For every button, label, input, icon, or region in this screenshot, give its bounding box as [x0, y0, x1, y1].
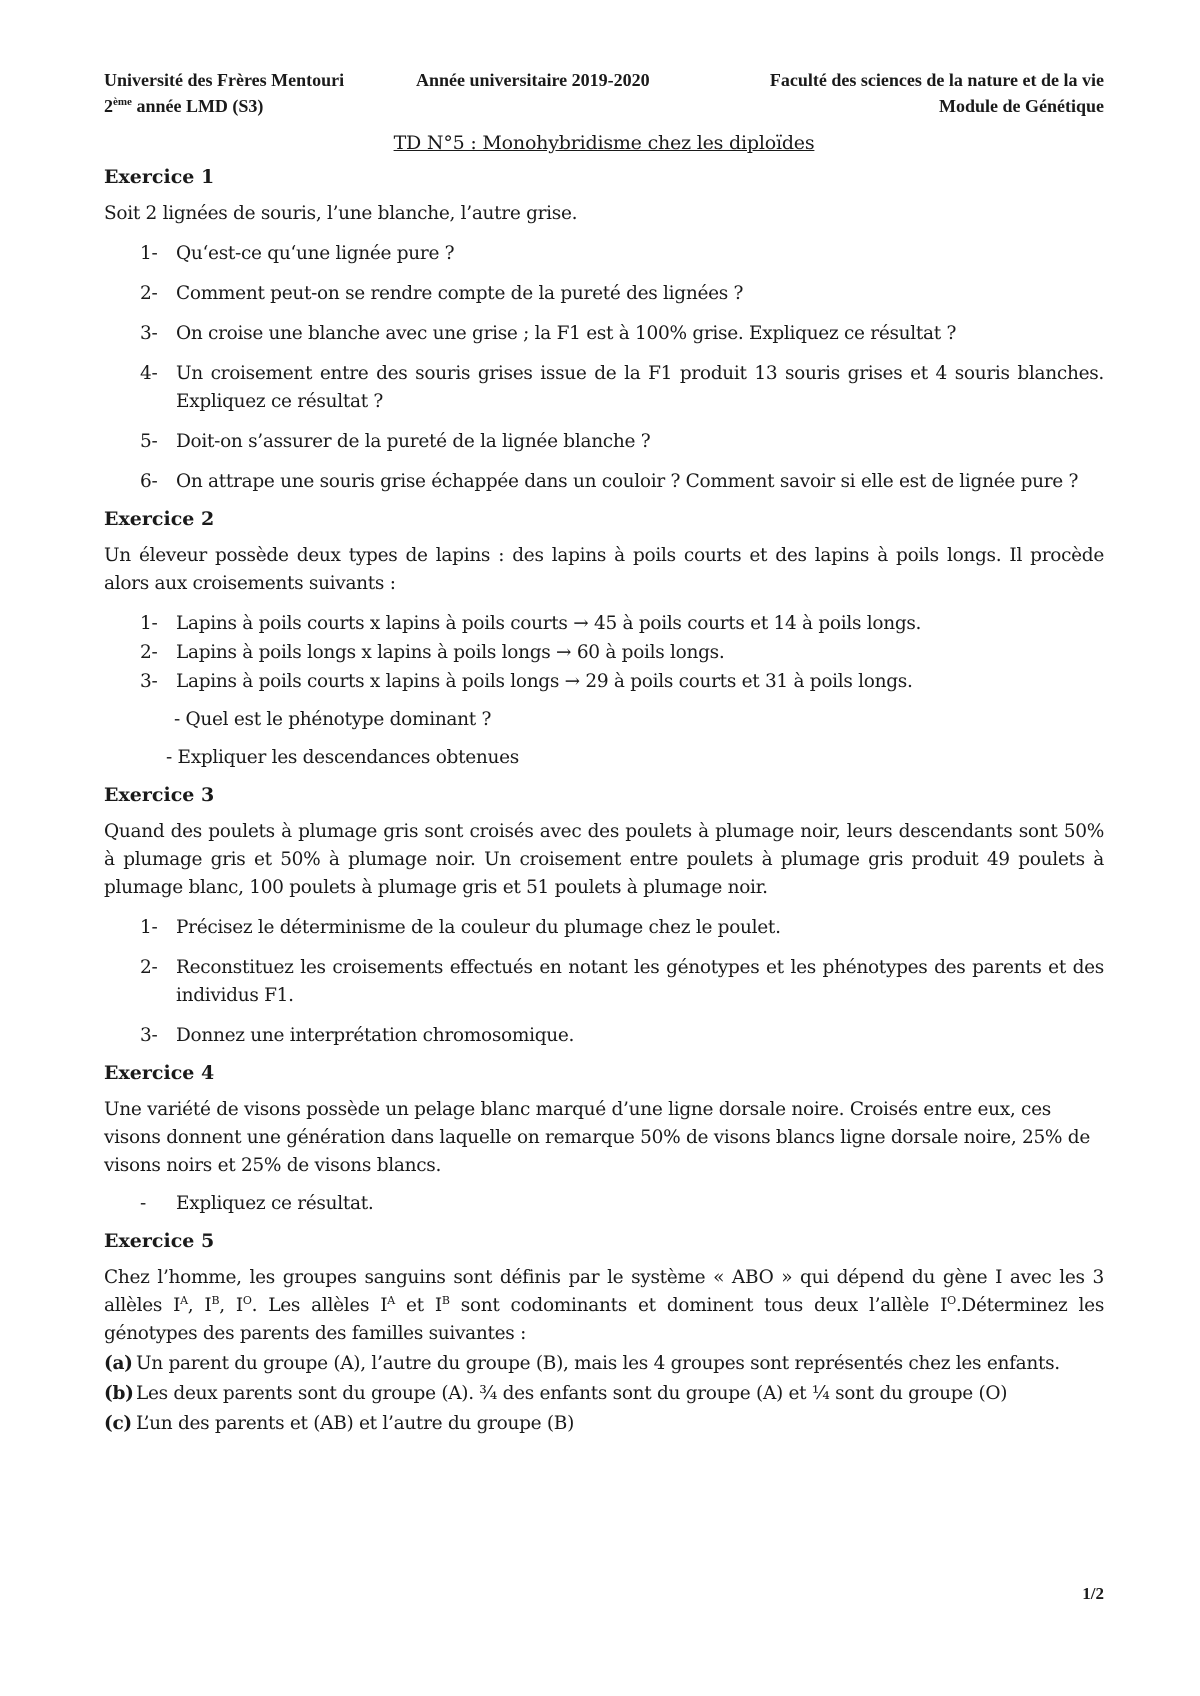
item-text: Qu‘est-ce qu‘une lignée pure ? — [176, 243, 455, 264]
list-item — [104, 610, 1104, 638]
exercise-4-question — [104, 1190, 1104, 1218]
bullet-dash: - — [140, 1193, 146, 1214]
item-number: 1- — [140, 917, 158, 938]
item-number: 2- — [140, 957, 158, 978]
exercise-5-intro — [104, 1264, 1104, 1348]
allele-superscript: A — [180, 1293, 188, 1307]
allele-superscript: B — [441, 1293, 450, 1307]
item-text: Comment peut-on se rendre compte de la pureté des lignées ? — [176, 283, 744, 304]
module-name: Module de Génétique — [939, 96, 1104, 116]
list-item — [104, 320, 1104, 348]
item-text: Donnez une interprétation chromosomique. — [176, 1025, 575, 1046]
item-text: Reconstituez les croisements effectués en notant les génotypes et les phénotypes des parents et des individus F1. — [176, 957, 1104, 1006]
list-item — [104, 280, 1104, 308]
item-text: On croise une blanche avec une grise ; la F1 est à 100% grise. Expliquez ce résultat ? — [176, 323, 957, 344]
family-case-a — [104, 1350, 1104, 1378]
exercise-1-title: Exercice 1 — [104, 166, 215, 188]
case-text: L’un des parents et (AB) et l’autre du groupe (B) — [136, 1413, 575, 1434]
level-text: année LMD (S3) — [131, 96, 264, 116]
document-page — [104, 66, 1104, 1438]
item-text: Lapins à poils longs x lapins à poils longs → 60 à poils longs. — [176, 642, 725, 663]
faculty-name: Faculté des sciences de la nature et de la vie — [769, 70, 1104, 90]
level-number: 2 — [104, 96, 113, 116]
item-number: 3- — [140, 1025, 158, 1046]
family-case-c — [104, 1410, 1104, 1438]
intro-part: sont codominants et dominent tous deux l’allèle I — [449, 1295, 948, 1316]
item-number: 3- — [140, 323, 158, 344]
item-text: Doit-on s’assurer de la pureté de la lignée blanche ? — [176, 431, 651, 452]
page-number: 1/2 — [1082, 1584, 1104, 1603]
list-item — [104, 954, 1104, 1010]
exercise-2-question-1: - Quel est le phénotype dominant ? — [174, 709, 492, 730]
page-title: TD N°5 : Monohybridisme chez les diploïdes — [393, 132, 815, 154]
list-item — [104, 428, 1104, 456]
question-text: Expliquez ce résultat. — [176, 1193, 374, 1214]
item-number: 6- — [140, 471, 158, 492]
case-text: Un parent du groupe (A), l’autre du groupe (B), mais les 4 groupes sont représentés chez les enfants. — [136, 1353, 1060, 1374]
study-level — [104, 96, 263, 117]
list-item — [104, 1022, 1104, 1050]
list-item — [104, 360, 1104, 416]
list-item — [104, 668, 1104, 696]
allele-superscript: O — [242, 1293, 252, 1307]
intro-part: , I — [219, 1295, 243, 1316]
exercise-2-question-2: - Expliquer les descendances obtenues — [166, 747, 519, 768]
level-superscript: ème — [113, 96, 132, 108]
item-text: Lapins à poils courts x lapins à poils longs → 29 à poils courts et 31 à poils longs. — [176, 671, 913, 692]
exercise-4-intro: Une variété de visons possède un pelage blanc marqué d’une ligne dorsale noire. Croisés entre eux, ces visons donnent une génération dans laquelle on remarque 50% de visons blancs ligne dorsale noire, 25% de visons noirs et 25% de visons blancs. — [104, 1099, 1090, 1176]
intro-part: . Les allèles I — [251, 1295, 388, 1316]
intro-part: , I — [187, 1295, 212, 1316]
item-number: 5- — [140, 431, 158, 452]
allele-superscript: A — [387, 1293, 395, 1307]
exercise-5-title: Exercice 5 — [104, 1230, 215, 1252]
item-text: Un croisement entre des souris grises issue de la F1 produit 13 souris grises et 4 souris blanches. Expliquez ce résultat ? — [176, 363, 1104, 412]
case-text: Les deux parents sont du groupe (A). ¾ des enfants sont du groupe (A) et ¼ sont du groupe (O) — [136, 1383, 1008, 1404]
item-number: 4- — [140, 363, 158, 384]
case-label: (a) — [104, 1353, 133, 1374]
family-case-b — [104, 1380, 1104, 1408]
page-header — [104, 66, 1104, 118]
exercise-3-title: Exercice 3 — [104, 784, 215, 806]
case-label: (b) — [104, 1383, 134, 1404]
exercise-3-questions — [104, 914, 1104, 1050]
item-number: 2- — [140, 642, 158, 663]
allele-superscript: O — [947, 1293, 956, 1307]
item-text: On attrape une souris grise échappée dans un couloir ? Comment savoir si elle est de lignée pure ? — [176, 471, 1079, 492]
item-number: 2- — [140, 283, 158, 304]
item-number: 3- — [140, 671, 158, 692]
item-number: 1- — [140, 613, 158, 634]
item-number: 1- — [140, 243, 158, 264]
intro-part: Chez l’homme, les groupes sanguins sont définis par le système « ABO » qui dépend du gène I avec les 3 allèles I — [104, 1267, 1104, 1316]
list-item — [104, 914, 1104, 942]
allele-superscript: B — [211, 1293, 220, 1307]
case-label: (c) — [104, 1413, 132, 1434]
intro-part: et I — [394, 1295, 442, 1316]
academic-year: Année universitaire 2019-2020 — [416, 70, 650, 90]
item-text: Lapins à poils courts x lapins à poils courts → 45 à poils courts et 14 à poils longs. — [176, 613, 922, 634]
intro-part: .Déterminez les génotypes des parents des familles suivantes : — [104, 1295, 1105, 1344]
item-text: Précisez le déterminisme de la couleur du plumage chez le poulet. — [176, 917, 781, 938]
list-item — [104, 240, 1104, 268]
list-item — [104, 639, 1104, 667]
exercise-1-intro: Soit 2 lignées de souris, l’une blanche, l’autre grise. — [104, 203, 578, 224]
university-name: Université des Frères Mentouri — [104, 70, 345, 90]
exercise-1-questions — [104, 240, 1104, 496]
list-item — [104, 468, 1104, 496]
exercise-2-crosses — [104, 610, 1104, 696]
exercise-3-intro: Quand des poulets à plumage gris sont croisés avec des poulets à plumage noir, leurs descendants sont 50% à plumage gris et 50% à plumage noir. Un croisement entre poulets à plumage gris produit 49 poulets à plumage blanc, 100 poulets à plumage gris et 51 poulets à plumage noir. — [104, 821, 1104, 898]
exercise-2-intro: Un éleveur possède deux types de lapins : des lapins à poils courts et des lapins à poils longs. Il procède alors aux croisements suivants : — [104, 545, 1104, 594]
exercise-2-title: Exercice 2 — [104, 508, 215, 530]
exercise-4-title: Exercice 4 — [104, 1062, 215, 1084]
